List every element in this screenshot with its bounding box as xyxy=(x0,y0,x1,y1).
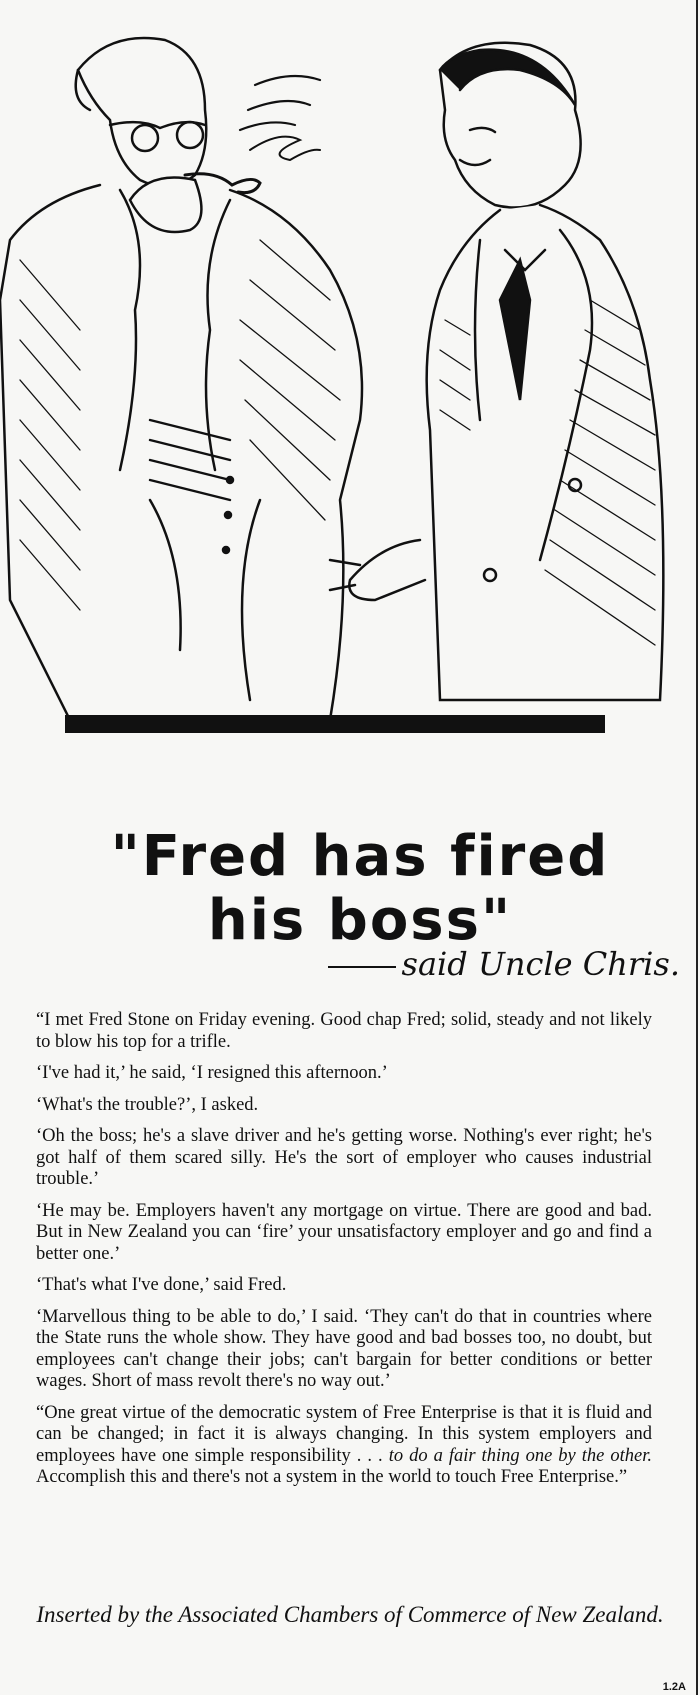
sponsor-footer: Inserted by the Associated Chambers of Commerce of New Zealand. xyxy=(36,1602,664,1627)
paragraph: “I met Fred Stone on Friday evening. Good chap Fred; solid, steady and not likely to blow his top for a trifle. xyxy=(36,1010,652,1052)
headline-line-2: his boss" xyxy=(207,888,513,953)
byline xyxy=(328,945,680,983)
byline-text: said Uncle Chris. xyxy=(401,945,680,983)
illustration-two-men xyxy=(0,0,700,740)
ad-reference-code: 1.2A xyxy=(662,1681,686,1693)
paragraph: ‘What's the trouble?’, I asked. xyxy=(36,1094,259,1115)
ad-body-text xyxy=(36,1010,652,1499)
older-man-figure xyxy=(0,38,362,720)
paragraph: ‘Oh the boss; he's a slave driver and he's getting worse. Nothing's ever right; he's got half of them scared silly. He's the sort of employer who causes industrial trouble.’ xyxy=(36,1126,652,1189)
illustration-ground-bar xyxy=(65,715,605,733)
paragraph: ‘Marvellous thing to be able to do,’ I said. ‘They can't do that in countries where the State runs the whole show. They have good and bad bosses too, no doubt, but employees can't change their jobs; can't bargain for better conditions or better wages. Short of mass revolt there's no way out.’ xyxy=(36,1306,652,1391)
byline-dash xyxy=(328,966,396,968)
closing-text-start: “One great virtue of the democratic system of Free Enterprise is that it is fluid and can be changed; in fact it is always changing. In this system employers and employees have one simple responsibility . . . xyxy=(36,1402,652,1466)
closing-paragraph xyxy=(36,1403,652,1489)
younger-man-figure xyxy=(330,43,663,700)
closing-text-end: Accomplish this and there's not a system in the world to touch Free Enterprise.” xyxy=(36,1467,628,1487)
headline-line-1: "Fred has fired xyxy=(110,824,610,889)
closing-emphasis: to do a fair thing one by the other. xyxy=(388,1445,652,1466)
headline xyxy=(40,825,680,953)
paragraph: ‘I've had it,’ he said, ‘I resigned this afternoon.’ xyxy=(36,1063,388,1083)
paragraph: ‘He may be. Employers haven't any mortgage on virtue. There are good and bad. But in New Zealand you can ‘fire’ your unsatisfactory employer and go and find a better one.’ xyxy=(36,1200,652,1264)
paragraph: ‘That's what I've done,’ said Fred. xyxy=(36,1275,287,1295)
